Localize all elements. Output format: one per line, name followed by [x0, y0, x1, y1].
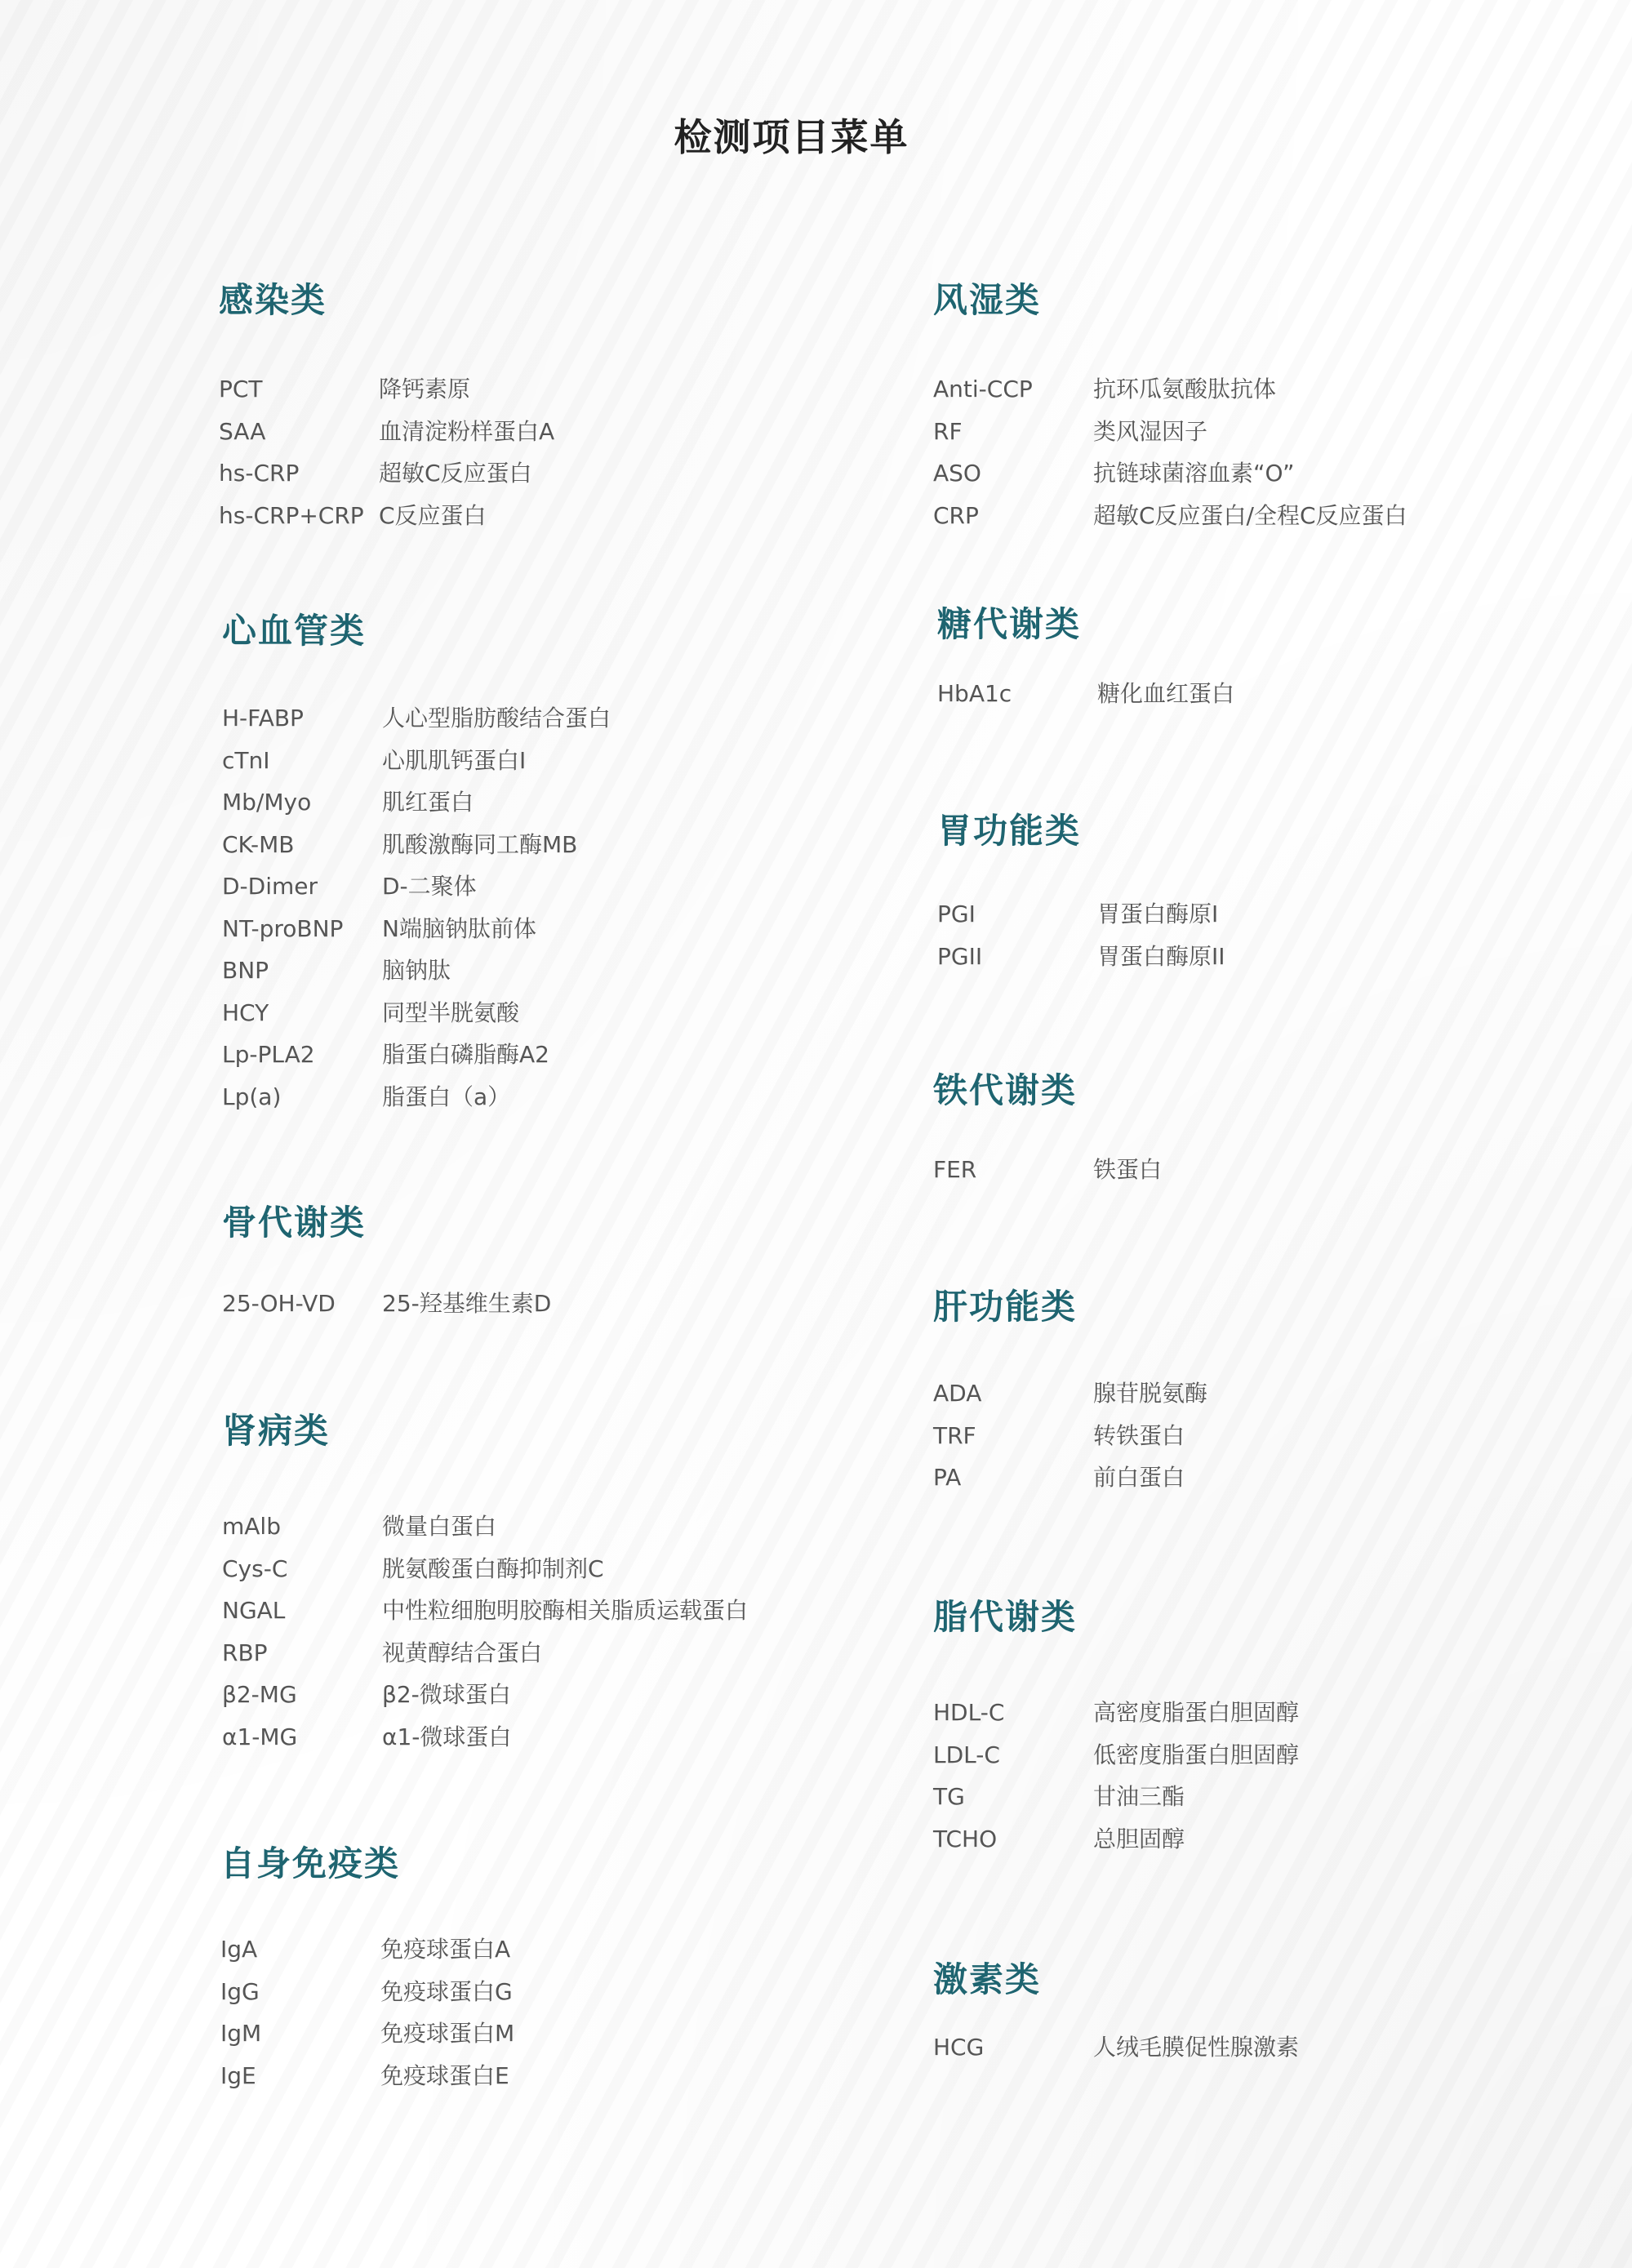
section-glucose	[937, 598, 1235, 707]
test-name: 前白蛋白	[1093, 1464, 1185, 1491]
test-code: H-FABP	[222, 705, 304, 732]
test-item-row	[222, 1038, 549, 1071]
test-code: IgA	[220, 1936, 258, 1963]
section-title: 自身免疫类	[220, 1843, 401, 1883]
section-title: 激素类	[933, 1959, 1042, 1999]
test-code: Cys-C	[222, 1554, 288, 1582]
test-code: TCHO	[933, 1825, 998, 1852]
test-code: TRF	[933, 1421, 976, 1449]
test-name: 超敏C反应蛋白	[379, 460, 532, 487]
section-hormone	[933, 1953, 1300, 2061]
test-code: HCY	[222, 998, 269, 1026]
test-item-row	[222, 954, 451, 987]
test-code: ADA	[933, 1380, 982, 1407]
test-item-row	[219, 373, 470, 406]
section-lipid	[933, 1590, 1300, 1852]
test-item-row	[222, 1594, 748, 1627]
test-name: 中性粒细胞明胶酶相关脂质运载蛋白	[382, 1597, 749, 1624]
test-item-row	[933, 1420, 1185, 1452]
test-name: 胱氨酸蛋白酶抑制剂C	[382, 1554, 604, 1582]
test-code: RBP	[222, 1639, 268, 1666]
test-code: HbA1c	[937, 680, 1012, 707]
test-name: 免疫球蛋白G	[380, 1977, 513, 2005]
test-item-row	[222, 997, 519, 1029]
section-bone	[222, 1196, 552, 1317]
test-item-row	[933, 373, 1276, 406]
test-name: 人绒毛膜促性腺激素	[1093, 2034, 1300, 2061]
section-title: 糖代谢类	[937, 604, 1082, 644]
test-name: 肌酸激酶同工酶MB	[382, 830, 578, 858]
test-name: 类风湿因子	[1093, 417, 1208, 445]
test-name: 免疫球蛋白A	[380, 1936, 511, 1963]
test-item-row	[933, 2031, 1299, 2064]
test-name: 同型半胱氨酸	[382, 998, 520, 1026]
test-name: 腺苷脱氨酶	[1093, 1380, 1208, 1407]
test-name: 胃蛋白酶原I	[1097, 901, 1219, 927]
test-code: IgM	[220, 2020, 262, 2047]
test-name: 血清淀粉样蛋白A	[379, 417, 555, 445]
test-item-row	[219, 500, 487, 532]
test-name: 胃蛋白酶原II	[1097, 942, 1225, 970]
test-name: 高密度脂蛋白胆固醇	[1093, 1699, 1300, 1726]
test-item-row	[222, 1081, 510, 1114]
test-name: 铁蛋白	[1093, 1156, 1163, 1183]
test-item-row	[933, 1461, 1185, 1494]
test-item-row	[222, 745, 526, 777]
test-item-row	[222, 1553, 604, 1585]
section-kidney	[222, 1404, 749, 1750]
test-code: LDL-C	[933, 1741, 1000, 1768]
test-item-row	[222, 702, 611, 735]
test-code: Mb/Myo	[222, 789, 312, 816]
test-code: PCT	[219, 376, 263, 402]
test-item-row	[222, 1287, 551, 1320]
section-iron	[933, 1064, 1163, 1183]
section-title: 风湿类	[933, 280, 1042, 320]
test-code: α1-MG	[222, 1723, 298, 1750]
test-name: 糖化血红蛋白	[1097, 680, 1235, 707]
section-title: 骨代谢类	[222, 1203, 367, 1243]
test-name: 抗链球菌溶血素“O”	[1093, 460, 1295, 487]
section-title: 心血管类	[222, 611, 367, 651]
test-name: 低密度脂蛋白胆固醇	[1093, 1741, 1300, 1768]
test-code: IgG	[220, 1977, 260, 2005]
test-name: 脂蛋白（a）	[382, 1083, 511, 1110]
section-rheumatism	[933, 273, 1407, 529]
test-code: NGAL	[222, 1597, 286, 1624]
test-item-row	[933, 1377, 1207, 1410]
test-item-row	[933, 416, 1207, 448]
test-name: 微量白蛋白	[382, 1513, 497, 1540]
test-name: 肌红蛋白	[382, 789, 474, 816]
section-title: 肾病类	[222, 1411, 331, 1451]
section-autoimmune	[220, 1837, 515, 2089]
test-item-row	[937, 941, 1225, 973]
test-code: ASO	[933, 460, 981, 487]
test-item-row	[222, 870, 477, 903]
test-code: PGI	[937, 901, 976, 927]
test-name: 甘油三酯	[1093, 1783, 1185, 1810]
test-item-row	[937, 678, 1234, 710]
test-code: Lp(a)	[222, 1083, 282, 1110]
test-item-row	[222, 786, 474, 819]
test-item-row	[222, 1510, 496, 1543]
test-code: IgE	[220, 2061, 256, 2089]
test-code: RF	[933, 417, 963, 445]
section-liver	[933, 1280, 1208, 1491]
test-name: C反应蛋白	[379, 501, 487, 529]
section-gastric	[937, 804, 1225, 970]
test-code: cTnI	[222, 746, 270, 774]
test-name: 视黄醇结合蛋白	[382, 1639, 543, 1666]
test-item-row	[933, 500, 1407, 532]
test-name: 脂蛋白磷脂酶A2	[382, 1041, 549, 1068]
test-item-row	[933, 457, 1295, 490]
test-name: 免疫球蛋白M	[380, 2020, 515, 2047]
test-name: 免疫球蛋白E	[380, 2061, 509, 2089]
test-code: PGII	[937, 942, 983, 970]
test-code: β2-MG	[222, 1681, 297, 1708]
test-item-row	[933, 1739, 1299, 1772]
test-name: 转铁蛋白	[1093, 1421, 1185, 1449]
test-item-row	[222, 829, 577, 861]
page-title: 检测项目菜单	[674, 115, 909, 159]
test-code: HDL-C	[933, 1699, 1005, 1726]
section-title: 铁代谢类	[933, 1070, 1078, 1110]
test-code: BNP	[222, 957, 269, 984]
test-code: hs-CRP	[219, 460, 300, 487]
test-name: D-二聚体	[382, 873, 477, 900]
test-code: SAA	[219, 417, 266, 445]
test-item-row	[220, 1976, 513, 2008]
section-title: 脂代谢类	[933, 1597, 1078, 1637]
test-name: 超敏C反应蛋白/全程C反应蛋白	[1093, 501, 1407, 529]
test-item-row	[220, 1933, 510, 1966]
test-code: D-Dimer	[222, 873, 318, 900]
test-item-row	[222, 1721, 511, 1754]
test-item-row	[219, 416, 554, 448]
test-name: 脑钠肽	[382, 957, 451, 984]
test-code: CK-MB	[222, 830, 295, 858]
test-code: TG	[933, 1783, 965, 1810]
test-item-row	[220, 2017, 514, 2050]
test-name: 抗环瓜氨酸肽抗体	[1093, 376, 1277, 402]
test-code: FER	[933, 1156, 977, 1183]
section-title: 肝功能类	[933, 1287, 1078, 1327]
test-item-row	[220, 2060, 509, 2092]
test-item-row	[933, 1781, 1185, 1813]
section-infection	[219, 273, 555, 529]
test-name: 25-羟基维生素D	[382, 1290, 552, 1317]
test-item-row	[222, 1679, 511, 1711]
test-item-row	[933, 1697, 1299, 1729]
test-code: hs-CRP+CRP	[219, 501, 364, 529]
test-name: β2-微球蛋白	[382, 1681, 511, 1708]
test-code: NT-proBNP	[222, 914, 344, 942]
test-code: CRP	[933, 501, 979, 529]
test-item-row	[933, 1823, 1185, 1856]
test-name: 降钙素原	[379, 376, 471, 402]
test-code: Lp-PLA2	[222, 1041, 315, 1068]
test-item-row	[222, 1637, 542, 1670]
test-code: PA	[933, 1464, 962, 1491]
test-name: 人心型脂肪酸结合蛋白	[382, 705, 611, 732]
test-item-row	[222, 913, 536, 945]
test-code: HCG	[933, 2034, 985, 2061]
test-name: 总胆固醇	[1093, 1825, 1185, 1852]
section-title: 感染类	[219, 280, 327, 320]
test-name: 心肌肌钙蛋白I	[382, 746, 527, 774]
section-title: 胃功能类	[937, 811, 1082, 851]
test-name: α1-微球蛋白	[382, 1723, 512, 1750]
test-code: Anti-CCP	[933, 376, 1033, 402]
section-cardiovascular	[222, 604, 611, 1110]
test-name: N端脑钠肽前体	[382, 914, 536, 942]
test-code: 25-OH-VD	[222, 1290, 336, 1317]
test-item-row	[219, 457, 532, 490]
test-item-row	[933, 1154, 1162, 1186]
test-code: mAlb	[222, 1513, 281, 1540]
test-item-row	[937, 898, 1218, 931]
